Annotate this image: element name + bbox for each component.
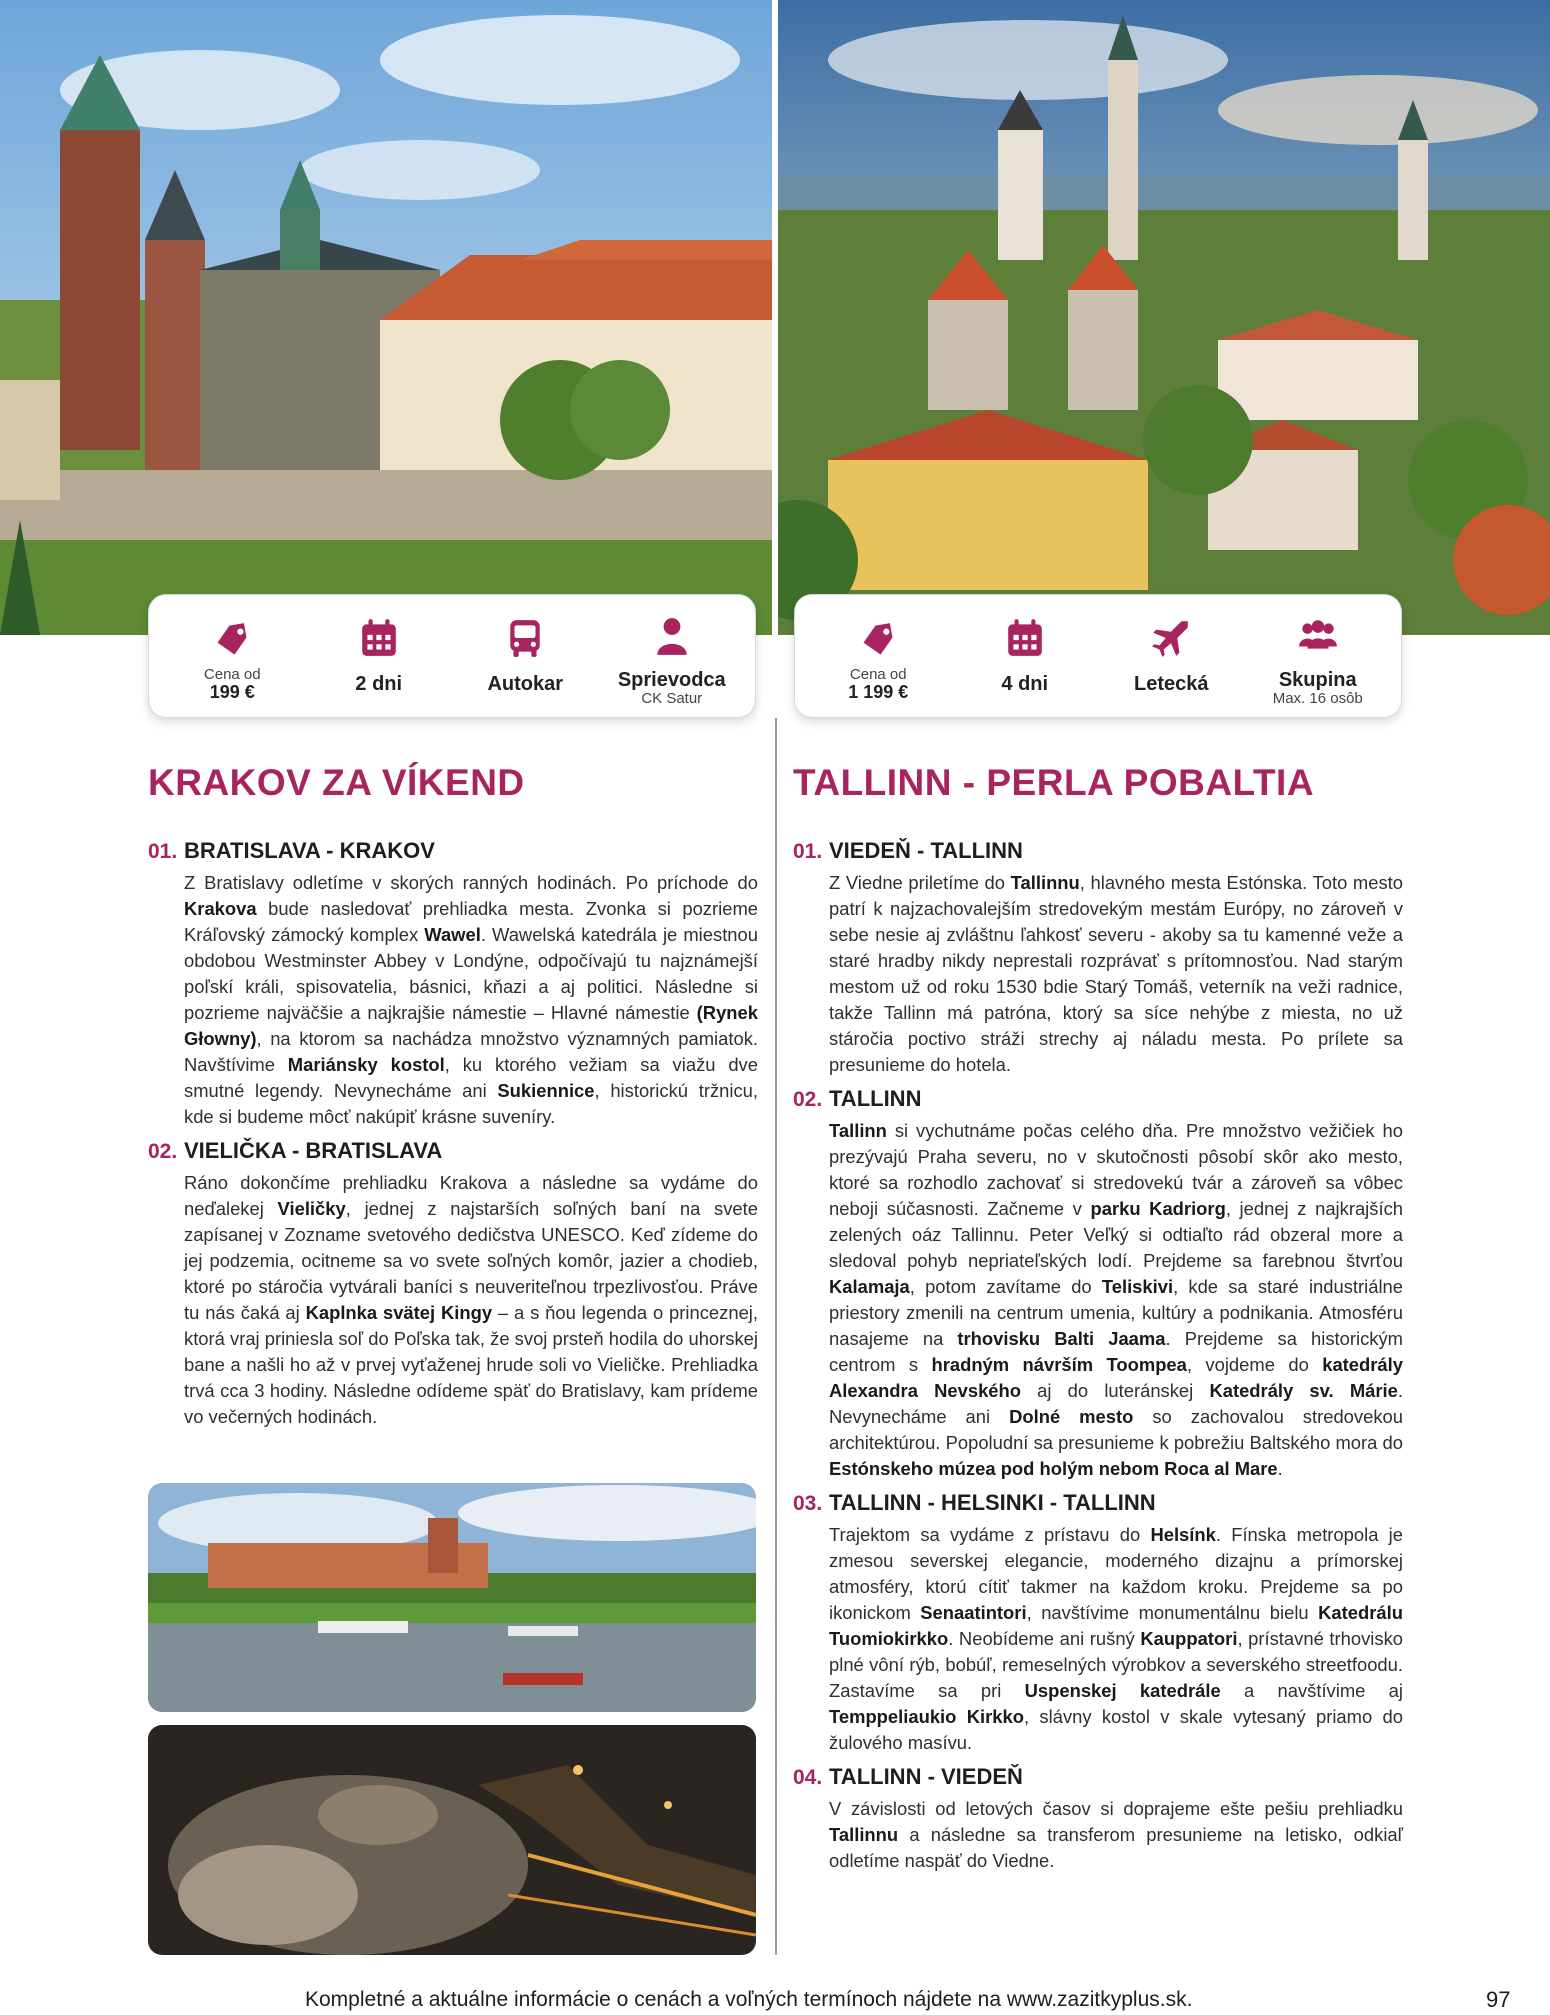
day-heading <box>793 1490 1403 1516</box>
day-number: 01. <box>148 840 178 863</box>
wawel-river-photo <box>148 1483 756 1712</box>
transport-value: Letecká <box>1134 673 1209 695</box>
day-number: 01. <box>793 840 823 863</box>
krakow-itinerary <box>148 762 758 1438</box>
calendar-icon <box>356 615 402 661</box>
day-title: TALLINN <box>829 1086 922 1111</box>
transport-info <box>1101 615 1241 705</box>
tallinn-title: TALLINN - PERLA POBALTIA <box>793 762 1315 803</box>
day-description: Tallinn si vychutnáme počas celého dňa. Pre množstvo vežičiek ho prezývajú Praha severu, no v skutočnosti pôsobí skôr ako mesto, ktoré sa rozhodlo zachovať si stredovekú tvár a zároveň sa vôbec neboji súčasnosti. Začneme v parku Kadriorg, jednej z najkrajších zelených oáz Tallinnu. Peter Veľký si odtiaľto rád obzeral more a sledoval pohyb nepriateľských lodí. Prejdeme sa farebnou štvrťou Kalamaja, potom zavítame do Teliskivi, kde sa staré industriálne priestory zmenili na centrum umenia, kultúry a podnikania. Atmosféru nasajeme na trhovisku Balti Jaama. Prejdeme sa historickým centrom s hradným návrším Toompea, vojdeme do katedrály Alexandra Nevského aj do luteránskej Katedrály sv. Márie. Nevynecháme ani Dolné mesto so zachovalou stredovekou architektúrou. Popoludní sa presunieme k pobrežiu Baltského mora do Estónskeho múzea pod holým nebom Roca al Mare. <box>829 1120 1403 1479</box>
price-value: 1 199 € <box>848 682 909 702</box>
duration-value: 2 dni <box>355 673 403 695</box>
krakow-hero-photo <box>0 0 772 635</box>
day-description: Ráno dokončíme prehliadku Krakova a následne sa vydáme do neďalekej Vieličky, jednej z najstarších soľných baní na svete zapísanej v Zozname svetového dedičstva UNESCO. Keď zídeme do jej podzemia, ocitneme sa vo svete soľných komôr, jazier a chodieb, ktoré po stáročia vytvárali baníci s neuveriteľnou trpezlivosťou. Práve tu nás čaká aj Kaplnka svätej Kingy – a s ňou legenda o princeznej, ktorá vraj priniesla soľ do Poľska tak, že svoj prsteň hodila do uhorskej bane a našli ho až v prvej vyťaženej hrude soli vo Vieličke. Prehliadka trvá cca 3 hodiny. Následne odídeme späť do Bratislavy, kam prídeme vo večerných hodinách. <box>184 1172 758 1427</box>
calendar-icon <box>1002 615 1048 661</box>
person-icon <box>649 615 695 657</box>
day-heading <box>148 1138 758 1164</box>
krakow-title: KRAKOV ZA VÍKEND <box>148 762 525 803</box>
tallinn-itinerary <box>793 762 1403 1882</box>
day-heading <box>793 1086 1403 1112</box>
day-title: BRATISLAVA - KRAKOV <box>184 838 435 863</box>
day-title: TALLINN - HELSINKI - TALLINN <box>829 1490 1156 1515</box>
airplane-icon <box>1148 615 1194 661</box>
tallinn-info-bar <box>794 594 1402 718</box>
footer-note: Kompletné a aktuálne informácie o cenách a voľných termínoch nájdete na www.zazitkyplus.sk. <box>305 1988 1193 2011</box>
group-icon <box>1295 615 1341 657</box>
day-heading <box>793 1764 1403 1790</box>
day-description: Trajektom sa vydáme z prístavu do Helsínk. Fínska metropola je zmesou severskej elegancie, moderného dizajnu a prímorskej atmosféry, ktorú cítiť takmer na každom kroku. Prejdeme sa po ikonickom Senaatintori, navštívime monumentálnu bielu Katedrálu Tuomiokirkko. Neobídeme ani rušný Kauppatori, prístavné trhovisko plné vôní rýb, bobúľ, remeselných výrobkov a severského streetfoodu. Zastavíme sa pri Uspenskej katedrále a navštívime aj Temppeliaukio Kirkko, slávny kostol v skale vytesaný priamo do žulového masívu. <box>829 1524 1404 1753</box>
price-tag-icon <box>209 615 255 661</box>
day-title: VIELIČKA - BRATISLAVA <box>184 1138 443 1163</box>
day-number: 02. <box>148 1140 178 1163</box>
day-description: Z Viedne priletíme do Tallinnu, hlavného mesta Estónska. Toto mesto patrí k najzachovalejším stredovekým mestám Európy, no zároveň v sebe nesie aj zvláštnu ľahkosť severu - akoby sa tu kamenné veže a staré hradby nikdy neprestali rozprávať s prítomnosťou. Nad starým mestom už od roku 1530 bdie Starý Tomáš, veterník na veži radnice, takže Tallinn má patróna, ktorý sa síce nehýbe z miesta, no už stáročia poctivo stráži strechy aj náladu mesta. Po prílete sa presunieme do hotela. <box>829 872 1404 1075</box>
day-heading <box>793 838 1403 864</box>
day-number: 04. <box>793 1766 823 1789</box>
day-title: TALLINN - VIEDEŇ <box>829 1764 1023 1789</box>
day-description: V závislosti od letových časov si doprajeme ešte pešiu prehliadku Tallinnu a následne sa transferom presunieme na letisko, odkiaľ odletíme naspäť do Viedne. <box>829 1798 1403 1871</box>
group-sub: Max. 16 osôb <box>1272 690 1363 707</box>
day-title: VIEDEŇ - TALLINN <box>829 838 1023 863</box>
group-label: Skupina <box>1278 669 1357 691</box>
day-description: Z Bratislavy odletíme v skorých ranných hodinách. Po príchode do Krakova bude nasledovať prehliadka mesta. Zvonka si pozrieme Kráľovský zámocký komplex Wawel. Wawelská katedrála je miestnou obdobou Westminster Abbey v Londýne, odpočívajú tu najznámejší poľskí králi, spisovatelia, básnici, kňazi a aj politici. Následne si pozrieme najväčšie a najkrajšie námestie – Hlavné námestie (Rynek Głowny), na ktorom sa nachádza množstvo významných pamiatok. Navštívime Mariánsky kostol, ku ktorého vežiam sa viažu dve smutné legendy. Nevynecháme ani Sukiennice, historickú tržnicu, kde si budeme môcť nakúpiť krásne suveníry. <box>184 872 758 1127</box>
price-label: Cena od <box>849 666 907 683</box>
salt-mine-photo <box>148 1725 756 1955</box>
column-divider <box>775 718 777 1955</box>
guide-label: Sprievodca <box>617 669 726 691</box>
price-tag-icon <box>855 615 901 661</box>
price-info <box>162 615 302 705</box>
bus-icon <box>502 615 548 661</box>
group-info <box>1248 615 1388 705</box>
day-number: 02. <box>793 1088 823 1111</box>
duration-value: 4 dni <box>1001 673 1049 695</box>
day-number: 03. <box>793 1492 823 1515</box>
day-heading <box>148 838 758 864</box>
price-label: Cena od <box>203 666 261 683</box>
guide-sub: CK Satur <box>641 690 703 707</box>
duration-info <box>955 615 1095 705</box>
price-info <box>808 615 948 705</box>
transport-value: Autokar <box>487 673 564 695</box>
tallinn-hero-photo <box>778 0 1550 635</box>
duration-info <box>309 615 449 705</box>
transport-info <box>455 615 595 705</box>
guide-info <box>602 615 742 705</box>
krakow-info-bar <box>148 594 756 718</box>
price-value: 199 € <box>209 682 255 702</box>
page-number: 97 <box>1486 1987 1511 2012</box>
